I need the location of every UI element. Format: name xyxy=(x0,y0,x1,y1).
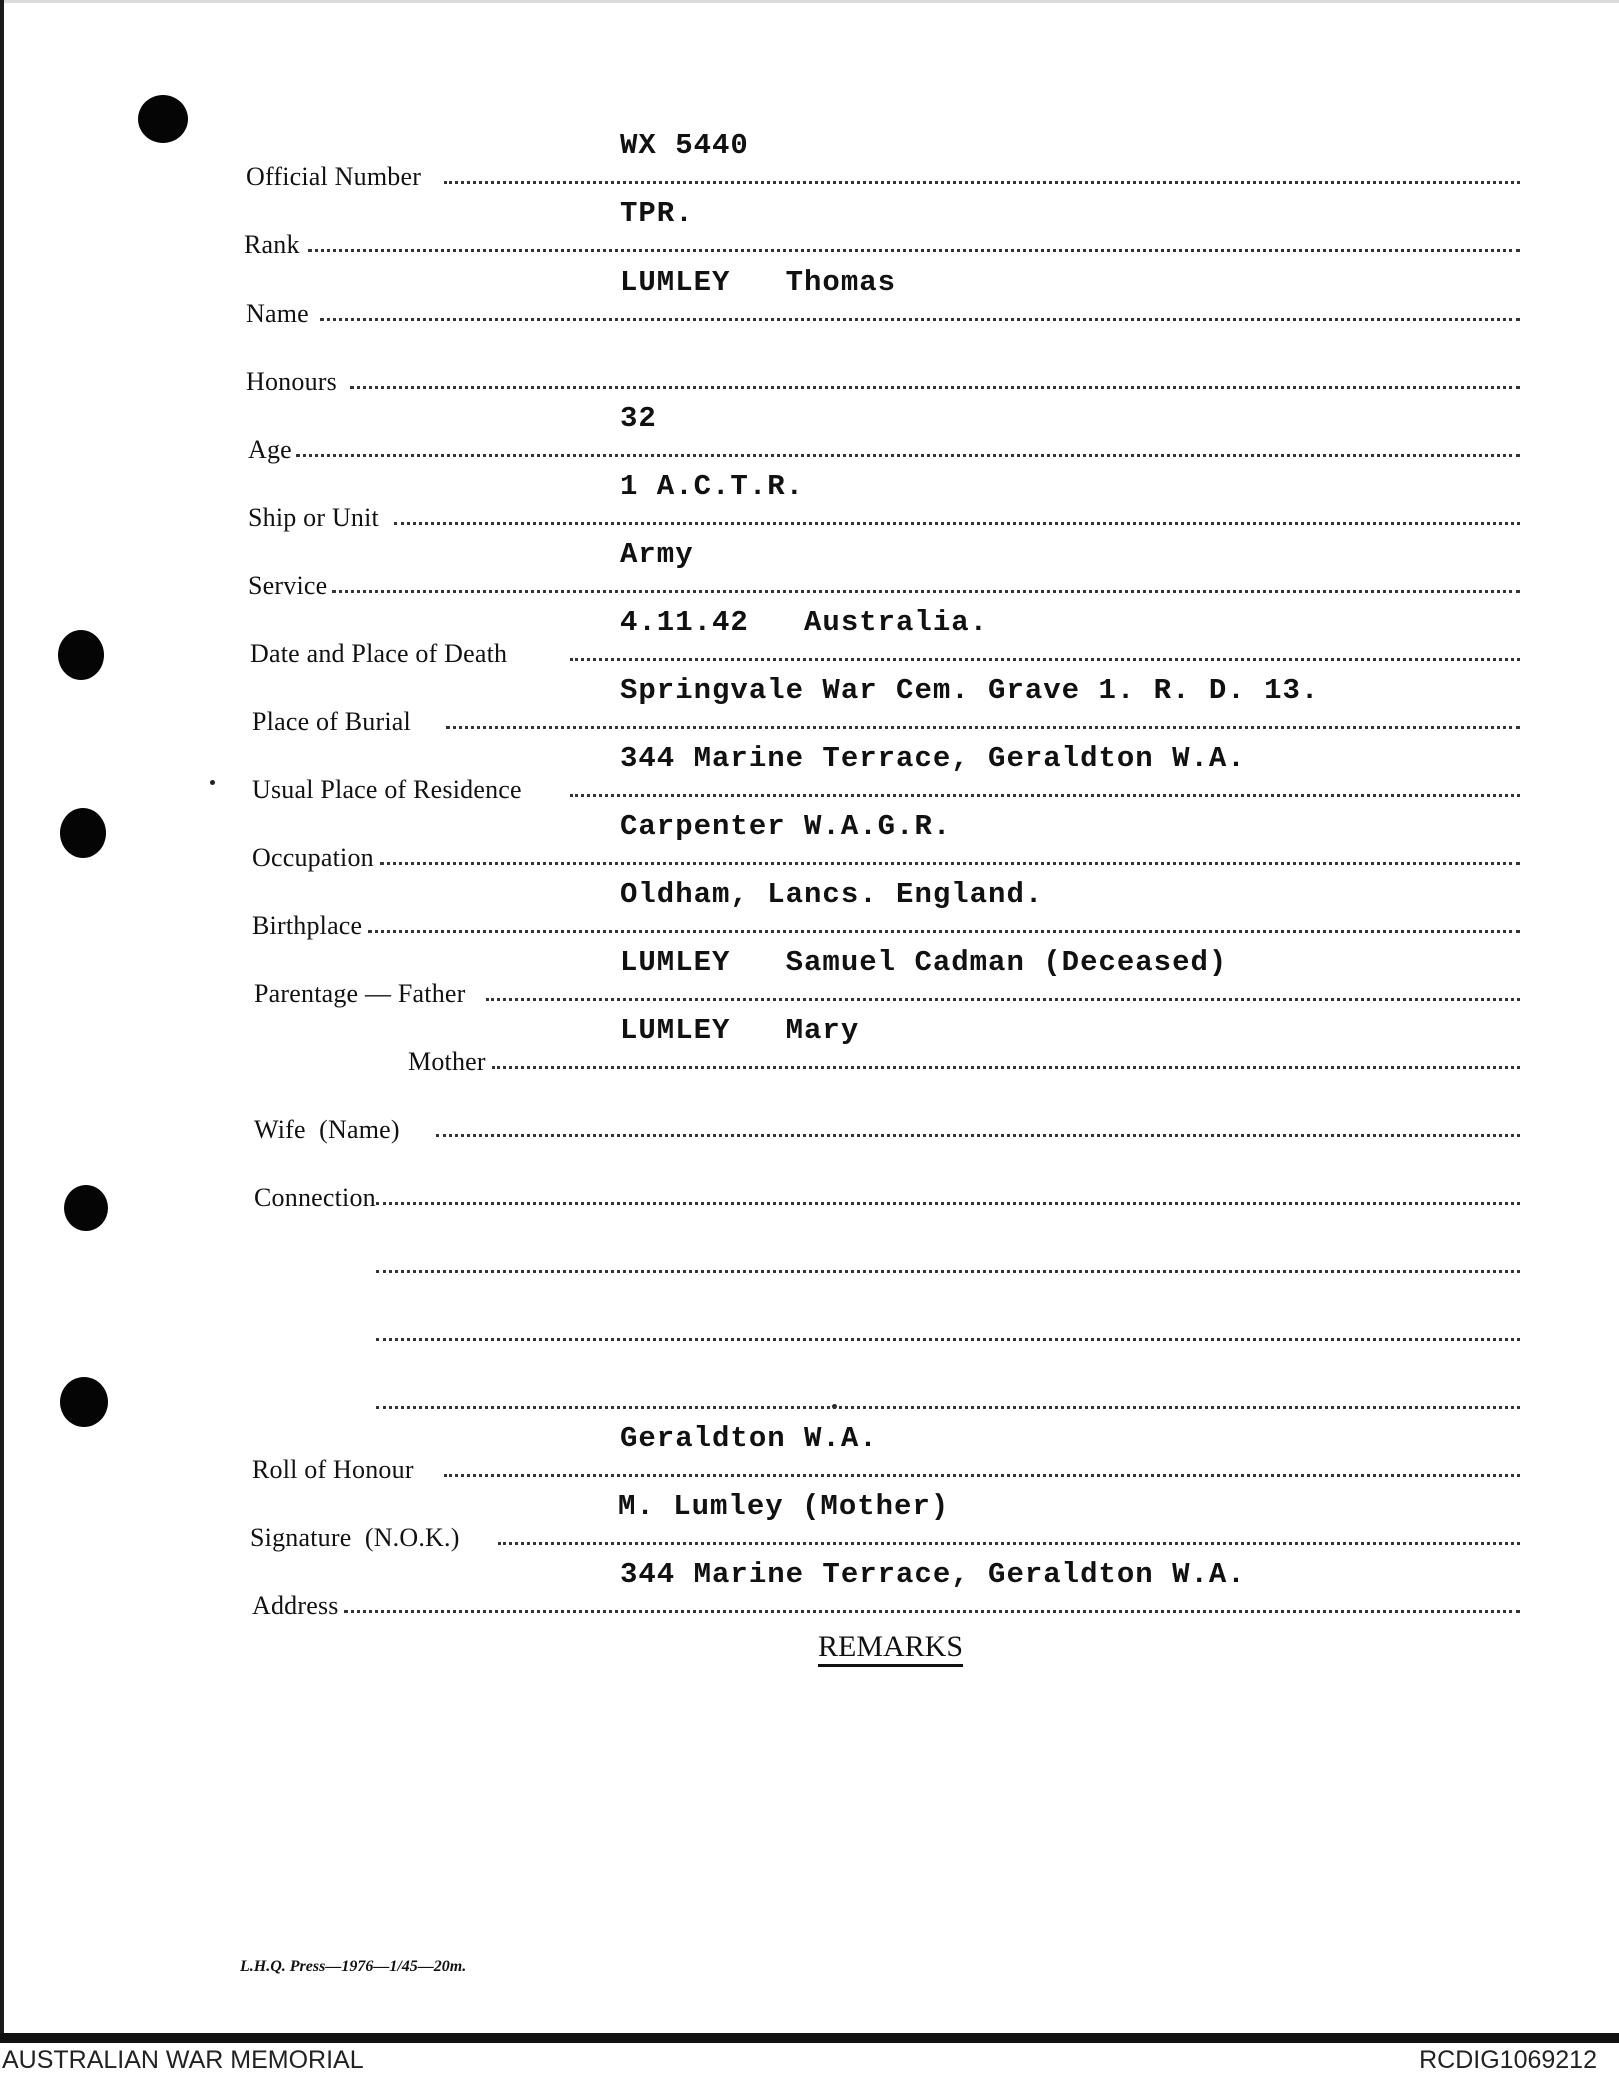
field-usual-residence xyxy=(240,742,1520,804)
dotted-line xyxy=(296,454,1520,457)
punch-hole xyxy=(60,808,106,858)
field-address xyxy=(240,1558,1520,1620)
field-rank xyxy=(240,197,1520,259)
field-label: Occupation xyxy=(252,843,374,872)
field-label: Age xyxy=(248,435,292,464)
punch-hole xyxy=(138,95,188,143)
field-roll-of-honour xyxy=(240,1422,1520,1484)
field-value: Oldham, Lancs. England. xyxy=(620,878,1044,911)
field-value: LUMLEY Mary xyxy=(620,1014,860,1047)
field-father xyxy=(240,946,1520,1008)
field-value: 344 Marine Terrace, Geraldton W.A. xyxy=(620,1558,1246,1591)
field-label: Mother xyxy=(408,1047,486,1076)
field-value: Carpenter W.A.G.R. xyxy=(620,810,952,843)
dotted-line xyxy=(376,1202,1520,1205)
field-value: 32 xyxy=(620,402,657,435)
dotted-line xyxy=(332,590,1520,593)
dotted-line xyxy=(498,1542,1520,1545)
field-blank-line xyxy=(240,1375,1520,1415)
field-service xyxy=(240,538,1520,600)
punch-hole xyxy=(58,630,104,680)
page-top-edge xyxy=(0,0,1619,3)
field-label: Official Number xyxy=(246,162,422,191)
dotted-line xyxy=(394,522,1520,525)
printer-note: L.H.Q. Press—1976—1/45—20m. xyxy=(240,1958,467,1975)
dotted-line xyxy=(570,658,1520,661)
footer-record-id: RCDIG1069212 xyxy=(1419,2046,1597,2074)
remarks-heading: REMARKS xyxy=(818,1630,964,1663)
punch-hole xyxy=(60,1377,108,1427)
field-blank-line xyxy=(240,1307,1520,1347)
dotted-line xyxy=(376,1338,1520,1341)
punch-hole xyxy=(64,1185,108,1231)
dotted-line xyxy=(492,1066,1520,1069)
field-honours xyxy=(240,355,1520,395)
field-ship-or-unit xyxy=(240,470,1520,532)
dotted-line xyxy=(320,318,1520,321)
field-birthplace xyxy=(240,878,1520,940)
dotted-line xyxy=(350,386,1520,389)
dotted-line xyxy=(570,794,1520,797)
field-value: LUMLEY Samuel Cadman (Deceased) xyxy=(620,946,1228,979)
field-label: Parentage — Father xyxy=(254,979,466,1008)
page-left-edge xyxy=(0,0,4,2040)
dotted-line xyxy=(344,1610,1520,1613)
field-value: M. Lumley (Mother) xyxy=(618,1490,950,1523)
field-value: Geraldton W.A. xyxy=(620,1422,878,1455)
dotted-line xyxy=(446,726,1520,729)
dotted-line xyxy=(486,998,1520,1001)
dotted-line xyxy=(444,181,1520,184)
field-label: Rank xyxy=(244,230,300,259)
field-wife xyxy=(240,1103,1520,1143)
field-age xyxy=(240,402,1520,464)
field-label: Usual Place of Residence xyxy=(252,775,522,804)
field-date-place-of-death xyxy=(240,606,1520,668)
field-label: Address xyxy=(252,1591,339,1620)
field-name xyxy=(240,266,1520,328)
field-value: WX 5440 xyxy=(620,129,749,162)
speck xyxy=(210,780,215,785)
field-occupation xyxy=(240,810,1520,872)
field-place-of-burial xyxy=(240,674,1520,736)
field-label: Birthplace xyxy=(252,911,363,940)
footer-bar xyxy=(0,2033,1619,2043)
field-label: Roll of Honour xyxy=(252,1455,414,1484)
field-value: 1 A.C.T.R. xyxy=(620,470,805,503)
field-blank-line xyxy=(240,1239,1520,1279)
field-official-number xyxy=(240,129,1520,191)
field-value: 344 Marine Terrace, Geraldton W.A. xyxy=(620,742,1246,775)
field-value: Army xyxy=(620,538,694,571)
field-value: TPR. xyxy=(620,197,694,230)
field-label: Signature (N.O.K.) xyxy=(250,1523,460,1552)
dotted-line xyxy=(436,1134,1520,1137)
dotted-line xyxy=(444,1474,1520,1477)
field-label: Honours xyxy=(246,367,337,396)
field-label: Date and Place of Death xyxy=(250,639,508,668)
field-label: Place of Burial xyxy=(252,707,411,736)
field-label: Name xyxy=(246,299,309,328)
field-value: LUMLEY Thomas xyxy=(620,266,897,299)
field-label: Wife (Name) xyxy=(254,1115,400,1144)
field-mother xyxy=(240,1014,1520,1076)
field-label: Ship or Unit xyxy=(248,503,379,532)
dotted-line xyxy=(368,930,1520,933)
field-value: Springvale War Cem. Grave 1. R. D. 13. xyxy=(620,674,1320,707)
field-connection xyxy=(240,1171,1520,1211)
field-label: Service xyxy=(248,571,328,600)
field-signature xyxy=(240,1490,1520,1552)
field-label: Connection xyxy=(254,1183,376,1212)
dotted-line xyxy=(376,1270,1520,1273)
dotted-line xyxy=(308,249,1520,252)
footer-archive-name: AUSTRALIAN WAR MEMORIAL xyxy=(2,2046,364,2074)
dotted-line xyxy=(380,862,1520,865)
dotted-line xyxy=(376,1406,1520,1409)
field-value: 4.11.42 Australia. xyxy=(620,606,989,639)
